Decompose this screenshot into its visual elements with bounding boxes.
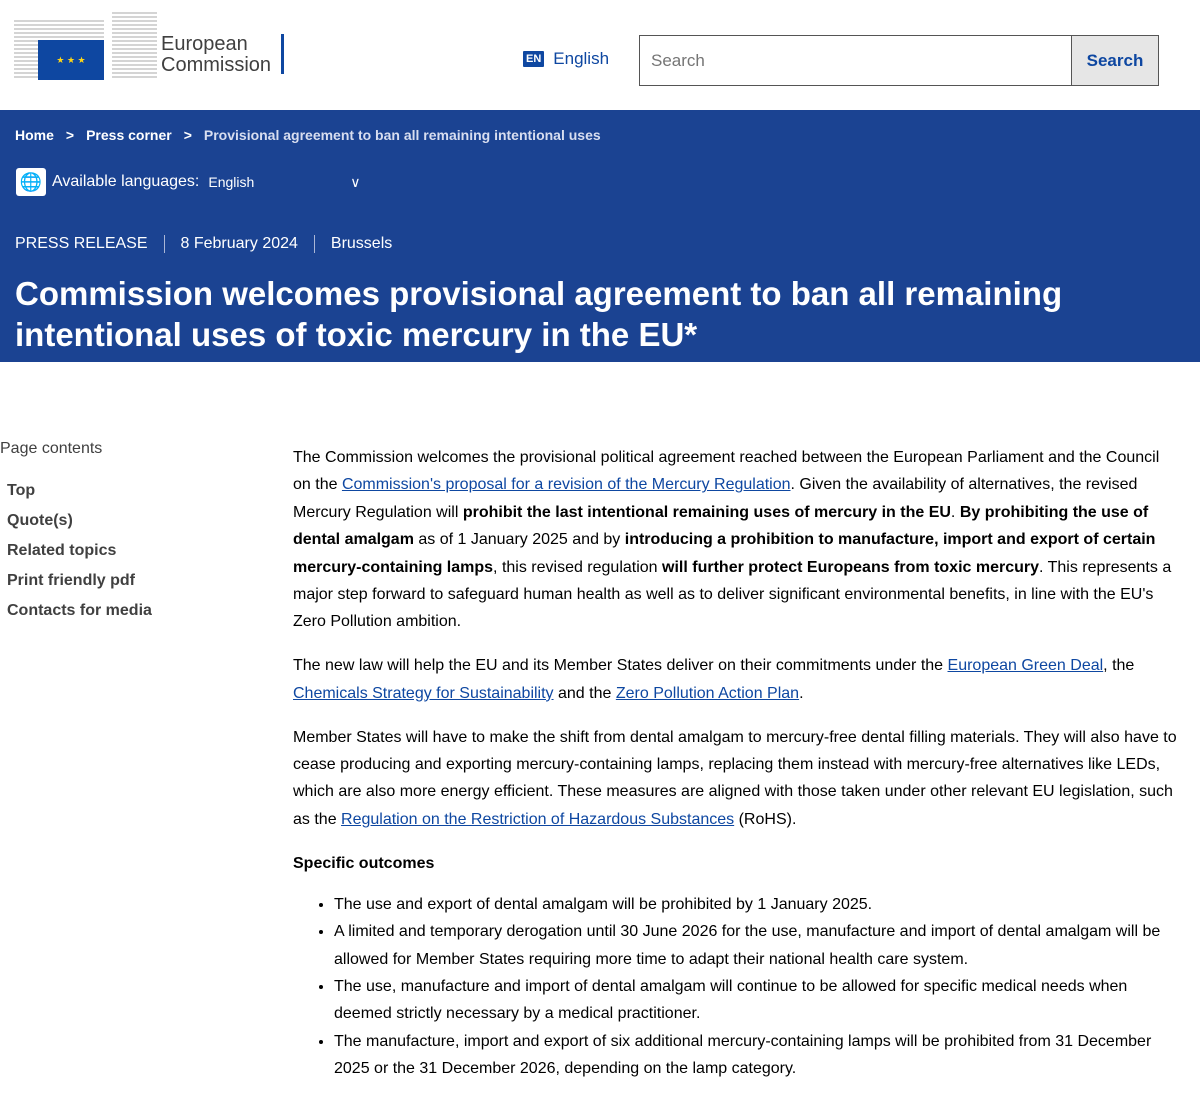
inline-link[interactable]: European Green Deal [947, 657, 1104, 675]
page-contents-quotes[interactable]: Quote(s) [7, 512, 73, 529]
bold-text: Specific outcomes [293, 854, 435, 872]
breadcrumb-current: Provisional agreement to ban all remaining intentional uses [203, 127, 601, 143]
text: Member States will have to make the shift from dental amalgam to mercury-free dental filling materials. They will also have to cease producing and exporting mercury-containing lamps, replacing them instead with mercury-free alternatives like LEDs, which are also more energy efficient. These measures are aligned with those taken under other relevant EU legislation, such as the [293, 728, 1177, 828]
text: . Given the availability of alternatives, the revised Mercury Regulation will [293, 476, 1138, 521]
inline-link[interactable]: Zero Pollution Action Plan [615, 684, 800, 702]
text: (RoHS). [734, 810, 797, 828]
available-languages-label: Available languages: [52, 173, 200, 190]
european-commission-logo[interactable] [14, 12, 284, 80]
list-item: • The use, manufacture and import of dental amalgam will continue to be allowed for specific medical needs when deemed strictly necessary by a medical practitioner. [334, 973, 1178, 1028]
page-title: Commission welcomes provisional agreement to ban all remaining intentional uses of toxic mercury in the EU* [15, 275, 1063, 353]
page-banner [0, 110, 1200, 362]
search-button[interactable]: Search [1072, 35, 1159, 86]
list-item: • The use and export of dental amalgam will be prohibited by 1 January 2025. [334, 891, 1178, 918]
press-meta [15, 235, 408, 253]
breadcrumb-press-corner[interactable]: Press corner [86, 127, 172, 143]
paragraph [293, 850, 1178, 877]
breadcrumb [15, 127, 601, 143]
site-header [0, 0, 1200, 110]
page-contents [0, 440, 152, 626]
page-contents-top[interactable]: Top [7, 482, 36, 499]
article-body [293, 444, 1178, 1083]
list-item: • The manufacture, import and export of six additional mercury-containing lamps will be prohibited from 31 December 2025 or the 31 December 2026, depending on the lamp category. [334, 1028, 1178, 1083]
logo-divider [281, 34, 284, 74]
text: , this revised regulation [493, 558, 663, 576]
bold-text: prohibit the last intentional remaining uses of mercury in the EU [462, 503, 951, 521]
paragraph [293, 652, 1178, 707]
text: . This represents a major step forward to safeguard human health as well as to deliver significant environmental benefits, in line with the EU's Zero Pollution ambition. [293, 558, 1172, 631]
text: . [950, 503, 960, 521]
text: The Commission welcomes the provisional political agreement reached between the European Parliament and the Council on the [293, 449, 1160, 494]
breadcrumb-home[interactable]: Home [15, 127, 54, 143]
search-form [639, 35, 1159, 86]
press-place: Brussels [314, 235, 408, 253]
building-icon [112, 12, 157, 80]
bold-text: will further protect Europeans from toxic mercury [662, 558, 1039, 576]
chevron-right-icon: > [65, 127, 75, 143]
chevron-down-icon[interactable]: ∨ [350, 173, 361, 190]
text: as of 1 January 2025 and by [413, 531, 625, 549]
text: , the [1103, 657, 1135, 675]
chevron-right-icon: > [183, 127, 192, 143]
inline-link[interactable]: Chemicals Strategy for Sustainability [293, 684, 554, 702]
page-contents-heading: Page contents [0, 440, 103, 457]
building-icon [14, 12, 104, 80]
text: and the [553, 684, 616, 702]
inline-link[interactable]: Commission's proposal for a revision of the Mercury Regulation [341, 476, 791, 494]
bold-text: introducing a prohibition to manufacture, import and export of certain mercury-containing lamps [293, 531, 1156, 576]
language-icon: EN [523, 51, 544, 67]
available-languages[interactable] [16, 168, 361, 196]
bold-text: By prohibiting the use of dental amalgam [293, 503, 1149, 549]
language-selector[interactable] [523, 49, 609, 69]
globe-icon: 🌐 [16, 168, 46, 196]
language-label: English [553, 49, 610, 68]
text: The new law will help the EU and its Member States deliver on their commitments under the [293, 657, 948, 675]
available-languages-value: English [208, 174, 255, 190]
press-date: 8 February 2024 [164, 235, 314, 253]
list-item: • A limited and temporary derogation until 30 June 2026 for the use, manufacture and import of dental amalgam will be allowed for Member States requiring more time to adapt their national health care system. [334, 918, 1178, 973]
page-contents-related-topics[interactable]: Related topics [7, 542, 117, 559]
page-contents-print-pdf[interactable]: Print friendly pdf [7, 572, 135, 589]
outcomes-list [334, 891, 1178, 1083]
paragraph [293, 444, 1178, 636]
logo-text: Commission [161, 54, 272, 76]
search-input[interactable] [639, 35, 1072, 86]
logo-text: European [161, 33, 248, 55]
page-contents-contacts[interactable]: Contacts for media [7, 602, 152, 619]
press-type: PRESS RELEASE [15, 235, 148, 252]
eu-flag-icon: ★ ★ ★ [38, 40, 104, 80]
text: . [799, 684, 804, 702]
inline-link[interactable]: Regulation on the Restriction of Hazardous Substances [341, 810, 735, 828]
paragraph [293, 724, 1178, 834]
